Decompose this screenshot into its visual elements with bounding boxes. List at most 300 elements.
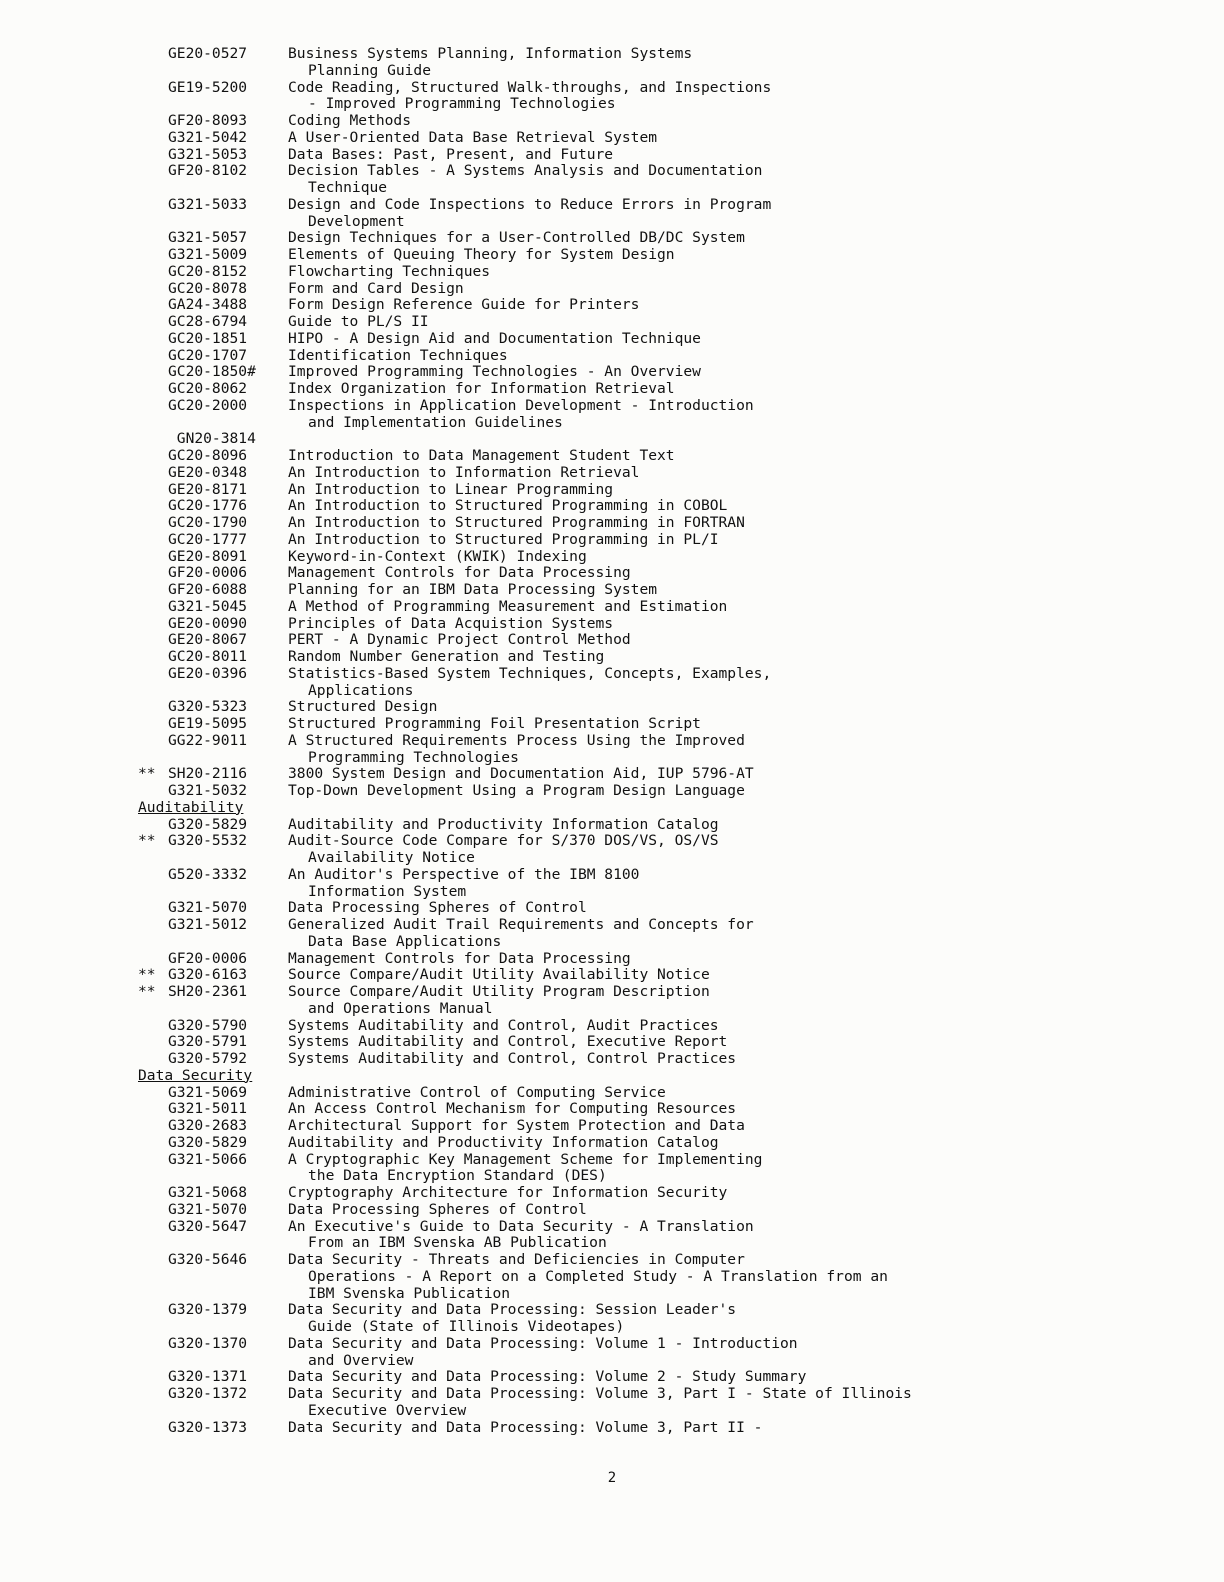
new-item-marker <box>138 230 168 247</box>
publication-entry <box>138 582 1198 599</box>
new-item-marker: ** <box>138 765 156 783</box>
new-item-marker <box>138 1051 168 1068</box>
new-item-marker <box>138 147 168 164</box>
publication-entry <box>138 515 1198 532</box>
new-item-marker <box>138 1168 168 1185</box>
publication-title: An Introduction to Linear Programming <box>288 480 614 498</box>
new-item-marker <box>138 1185 168 1202</box>
new-item-marker <box>138 180 168 197</box>
new-item-marker <box>138 565 168 582</box>
publication-title: Statistics-Based System Techniques, Concepts, Examples, <box>288 664 772 682</box>
new-item-marker <box>138 46 168 63</box>
publication-title: Introduction to Data Management Student Text <box>288 447 675 464</box>
publication-title: Design Techniques for a User-Controlled DB/DC System <box>288 229 745 247</box>
publication-entry-continuation <box>138 1319 1198 1336</box>
form-number: GG22-9011 <box>168 731 248 749</box>
publication-entry <box>138 1185 1198 1202</box>
publication-entry <box>138 565 1198 582</box>
publication-title: Data Security and Data Processing: Volume 2 - Study Summary <box>288 1368 807 1386</box>
publication-entry-continuation <box>138 884 1198 901</box>
publication-entry-continuation <box>138 1269 1198 1286</box>
form-number: GC20-1776 <box>168 497 248 515</box>
publication-title: PERT - A Dynamic Project Control Method <box>288 631 631 649</box>
form-number: GE19-5095 <box>168 715 248 732</box>
publication-title: Planning for an IBM Data Processing System <box>288 581 658 598</box>
publication-entry <box>138 498 1198 515</box>
publication-title: Generalized Audit Trail Requirements and Concepts for <box>288 916 754 933</box>
publication-title: Data Processing Spheres of Control <box>288 899 587 917</box>
publication-entry <box>138 616 1198 633</box>
new-item-marker <box>138 482 168 499</box>
new-item-marker <box>138 214 168 231</box>
publication-entry <box>138 967 1198 984</box>
publication-entry-continuation <box>138 1001 1198 1018</box>
publication-title: Design and Code Inspections to Reduce Errors in Program <box>288 195 772 213</box>
new-item-marker <box>138 113 168 130</box>
publication-title: Form and Card Design <box>288 279 464 297</box>
publication-entry <box>138 431 1198 448</box>
form-number: GC20-8096 <box>168 447 248 464</box>
form-number: G320-1372 <box>168 1385 248 1402</box>
publication-title: Audit-Source Code Compare for S/370 DOS/VS, OS/VS <box>288 832 719 850</box>
form-number: G320-5323 <box>168 698 248 716</box>
publication-entry <box>138 1051 1198 1068</box>
publication-entry <box>138 699 1198 716</box>
form-number: GN20-3814 <box>168 430 256 448</box>
publication-entry <box>138 1386 1198 1403</box>
publication-entry <box>138 833 1198 850</box>
publication-title: A User-Oriented Data Base Retrieval System <box>288 128 658 146</box>
new-item-marker <box>138 1336 168 1353</box>
publication-entry <box>138 46 1198 63</box>
publication-title: Elements of Queuing Theory for System Design <box>288 246 675 263</box>
publication-title: Top-Down Development Using a Program Design Language <box>288 782 745 799</box>
publication-title: Random Number Generation and Testing <box>288 648 605 665</box>
form-number: G321-5012 <box>168 916 248 933</box>
publication-title: Applications <box>308 681 414 699</box>
new-item-marker <box>138 716 168 733</box>
publication-entry <box>138 1101 1198 1118</box>
form-number: G321-5068 <box>168 1184 248 1201</box>
new-item-marker <box>138 783 168 800</box>
new-item-marker <box>138 884 168 901</box>
form-number: G321-5032 <box>168 782 248 799</box>
new-item-marker <box>138 699 168 716</box>
publication-entry <box>138 649 1198 666</box>
publication-title: An Introduction to Structured Programming in PL/I <box>288 530 719 548</box>
new-item-marker <box>138 1034 168 1051</box>
publication-entry-continuation <box>138 1286 1198 1303</box>
new-item-marker <box>138 80 168 97</box>
publication-entry <box>138 197 1198 214</box>
publication-title: Data Security and Data Processing: Session Leader's <box>288 1301 737 1319</box>
publication-title: An Auditor's Perspective of the IBM 8100 <box>288 865 640 883</box>
publication-title: A Structured Requirements Process Using the Improved <box>288 731 745 749</box>
publication-entry <box>138 331 1198 348</box>
publication-title: Code Reading, Structured Walk-throughs, and Inspections <box>288 78 772 96</box>
form-number: GC20-1707 <box>168 346 248 364</box>
publication-title: Programming Technologies <box>308 748 519 766</box>
publication-title: HIPO - A Design Aid and Documentation Technique <box>288 329 701 347</box>
publication-entry-continuation <box>138 850 1198 867</box>
publication-entry <box>138 666 1198 683</box>
new-item-marker <box>138 264 168 281</box>
publication-title: Improved Programming Technologies - An Overview <box>288 363 701 381</box>
publication-title: A Cryptographic Key Management Scheme for Implementing <box>288 1150 763 1168</box>
new-item-marker <box>138 1235 168 1252</box>
publication-entry <box>138 1118 1198 1135</box>
publication-title: Management Controls for Data Processing <box>288 949 631 967</box>
form-number: GC20-1777 <box>168 530 248 548</box>
new-item-marker <box>138 951 168 968</box>
publication-title: Business Systems Planning, Information Systems <box>288 45 693 62</box>
new-item-marker <box>138 666 168 683</box>
form-number: G321-5045 <box>168 597 248 615</box>
new-item-marker <box>138 1319 168 1336</box>
publication-title: Planning Guide <box>308 61 432 79</box>
new-item-marker <box>138 1420 168 1437</box>
new-item-marker <box>138 1252 168 1269</box>
form-number: G320-2683 <box>168 1117 248 1134</box>
new-item-marker <box>138 331 168 348</box>
new-item-marker <box>138 649 168 666</box>
publication-entry <box>138 632 1198 649</box>
publication-entry-continuation <box>138 63 1198 80</box>
new-item-marker <box>138 364 168 381</box>
publication-title: Form Design Reference Guide for Printers <box>288 296 640 314</box>
section-heading: Auditability <box>138 798 244 816</box>
new-item-marker <box>138 415 168 432</box>
publication-title: From an IBM Svenska AB Publication <box>308 1234 607 1252</box>
publication-title: Systems Auditability and Control, Control Practices <box>288 1050 737 1067</box>
form-number: G520-3332 <box>168 865 248 883</box>
publication-title: Data Security - Threats and Deficiencies in Computer <box>288 1251 745 1268</box>
form-number <box>168 63 288 80</box>
form-number: GC20-8011 <box>168 648 248 665</box>
publication-entry <box>138 130 1198 147</box>
form-number <box>168 180 288 197</box>
publication-title: and Implementation Guidelines <box>308 413 563 431</box>
form-number: GE20-8067 <box>168 631 248 649</box>
form-number: G321-5057 <box>168 229 248 247</box>
new-item-marker <box>138 632 168 649</box>
new-item-marker <box>138 1118 168 1135</box>
form-number: G321-5042 <box>168 128 248 146</box>
form-number <box>168 96 288 113</box>
publication-entry-continuation <box>138 934 1198 951</box>
publication-title: Administrative Control of Computing Service <box>288 1083 666 1101</box>
publication-title: Guide to PL/S II <box>288 313 429 330</box>
publication-entry <box>138 1034 1198 1051</box>
form-number: SH20-2116 <box>168 765 248 783</box>
new-item-marker <box>138 297 168 314</box>
form-number <box>168 1286 288 1303</box>
new-item-marker <box>138 163 168 180</box>
form-number: G320-5829 <box>168 1133 248 1151</box>
publication-title: Data Security and Data Processing: Volume 3, Part II - <box>288 1418 763 1436</box>
new-item-marker <box>138 1202 168 1219</box>
publication-entry <box>138 364 1198 381</box>
new-item-marker <box>138 683 168 700</box>
publication-title: and Overview <box>308 1351 414 1369</box>
new-item-marker <box>138 247 168 264</box>
new-item-marker <box>138 934 168 951</box>
publication-entry <box>138 113 1198 130</box>
new-item-marker <box>138 549 168 566</box>
new-item-marker <box>138 1001 168 1018</box>
publication-title: An Access Control Mechanism for Computing Resources <box>288 1100 737 1118</box>
publication-title: IBM Svenska Publication <box>308 1284 511 1302</box>
publication-entry <box>138 951 1198 968</box>
publication-title: Auditability and Productivity Information Catalog <box>288 815 719 833</box>
new-item-marker: ** <box>138 983 156 1000</box>
form-number: GE19-5200 <box>168 78 248 96</box>
form-number <box>168 850 288 867</box>
publication-title: Data Processing Spheres of Control <box>288 1200 587 1218</box>
publication-title: Index Organization for Information Retrieval <box>288 380 675 397</box>
form-number: G321-5011 <box>168 1100 248 1118</box>
new-item-marker <box>138 616 168 633</box>
new-item-marker <box>138 1403 168 1420</box>
publication-entry <box>138 817 1198 834</box>
form-number <box>168 1353 288 1370</box>
publication-entry <box>138 448 1198 465</box>
form-number: G320-1371 <box>168 1368 248 1386</box>
publication-entry-continuation <box>138 1168 1198 1185</box>
publication-title: Technique <box>308 179 388 196</box>
form-number <box>168 214 288 231</box>
form-number <box>168 415 288 432</box>
publication-entry <box>138 1369 1198 1386</box>
new-item-marker <box>138 63 168 80</box>
new-item-marker <box>138 1152 168 1169</box>
publication-entry <box>138 1152 1198 1169</box>
form-number: GC20-1851 <box>168 329 248 347</box>
new-item-marker <box>138 1101 168 1118</box>
new-item-marker <box>138 817 168 834</box>
publication-entry <box>138 984 1198 1001</box>
new-item-marker <box>138 1386 168 1403</box>
form-number: GC20-8078 <box>168 279 248 297</box>
form-number: GF20-8102 <box>168 162 248 180</box>
form-number: GC20-1850# <box>168 363 256 381</box>
publication-entry <box>138 1018 1198 1035</box>
publication-entry <box>138 147 1198 164</box>
publication-title: - Improved Programming Technologies <box>308 95 616 113</box>
publication-entry <box>138 297 1198 314</box>
publication-title: Management Controls for Data Processing <box>288 564 631 582</box>
form-number <box>168 683 288 700</box>
form-number: G321-5009 <box>168 246 248 263</box>
publication-title: Principles of Data Acquistion Systems <box>288 614 614 632</box>
form-number: G320-5829 <box>168 815 248 833</box>
publication-entry <box>138 549 1198 566</box>
publication-title: Source Compare/Audit Utility Availability Notice <box>288 966 710 984</box>
publication-title: Flowcharting Techniques <box>288 262 491 280</box>
new-item-marker <box>138 1135 168 1152</box>
form-number: GF20-0006 <box>168 949 248 967</box>
new-item-marker <box>138 197 168 214</box>
publication-title: Structured Design <box>288 698 438 716</box>
publication-entry <box>138 766 1198 783</box>
new-item-marker <box>138 465 168 482</box>
publication-entry <box>138 900 1198 917</box>
form-number: G320-5532 <box>168 832 248 850</box>
publication-title: Coding Methods <box>288 112 412 129</box>
new-item-marker <box>138 96 168 113</box>
publication-title: the Data Encryption Standard (DES) <box>308 1167 607 1185</box>
publication-title: Cryptography Architecture for Information Security <box>288 1184 728 1201</box>
new-item-marker <box>138 1302 168 1319</box>
new-item-marker <box>138 498 168 515</box>
publication-title: Data Security and Data Processing: Volume 3, Part I - State of Illinois <box>288 1385 912 1402</box>
publication-entry <box>138 867 1198 884</box>
publication-title: Guide (State of Illinois Videotapes) <box>308 1318 625 1335</box>
publication-title: Data Security and Data Processing: Volume 1 - Introduction <box>288 1334 798 1352</box>
form-number: G321-5053 <box>168 145 248 163</box>
new-item-marker: ** <box>138 966 156 984</box>
new-item-marker <box>138 850 168 867</box>
form-number: G320-5792 <box>168 1050 248 1067</box>
form-number: GC20-8062 <box>168 380 248 397</box>
form-number: GF20-6088 <box>168 581 248 598</box>
publication-entry-continuation <box>138 96 1198 113</box>
publication-title: Executive Overview <box>308 1401 467 1419</box>
section-heading: Data Security <box>138 1066 253 1084</box>
form-number: GF20-0006 <box>168 564 248 582</box>
publication-entry <box>138 1202 1198 1219</box>
publication-list <box>138 46 1198 1436</box>
publication-title: An Introduction to Information Retrieval <box>288 463 640 481</box>
form-number: GF20-8093 <box>168 112 248 129</box>
publication-entry-continuation <box>138 683 1198 700</box>
new-item-marker <box>138 515 168 532</box>
publication-title: Keyword-in-Context (KWIK) Indexing <box>288 547 587 565</box>
publication-title: 3800 System Design and Documentation Aid, IUP 5796-AT <box>288 765 754 783</box>
form-number: GC28-6794 <box>168 313 248 330</box>
publication-entry <box>138 532 1198 549</box>
new-item-marker <box>138 1353 168 1370</box>
publication-entry <box>138 314 1198 331</box>
new-item-marker <box>138 1286 168 1303</box>
publication-entry <box>138 716 1198 733</box>
form-number: GC20-2000 <box>168 396 248 414</box>
form-number: GC20-8152 <box>168 262 248 280</box>
publication-entry-continuation <box>138 750 1198 767</box>
form-number: GE20-8171 <box>168 480 248 498</box>
form-number <box>168 1235 288 1252</box>
publication-title: An Introduction to Structured Programming in FORTRAN <box>288 514 745 531</box>
publication-entry <box>138 80 1198 97</box>
form-number: GC20-1790 <box>168 514 248 531</box>
new-item-marker <box>138 900 168 917</box>
form-number: G321-5069 <box>168 1083 248 1101</box>
new-item-marker <box>138 1018 168 1035</box>
form-number: SH20-2361 <box>168 983 248 1000</box>
publication-title: An Introduction to Structured Programming in COBOL <box>288 497 728 515</box>
publication-entry <box>138 348 1198 365</box>
publication-entry <box>138 1252 1198 1269</box>
publication-entry <box>138 917 1198 934</box>
publication-entry-continuation <box>138 180 1198 197</box>
form-number: G320-1379 <box>168 1301 248 1319</box>
form-number: G321-5070 <box>168 899 248 917</box>
publication-entry <box>138 163 1198 180</box>
new-item-marker <box>138 1369 168 1386</box>
form-number: G320-6163 <box>168 966 248 984</box>
publication-title: Auditability and Productivity Information Catalog <box>288 1133 719 1151</box>
publication-title: Architectural Support for System Protection and Data <box>288 1117 745 1134</box>
new-item-marker <box>138 314 168 331</box>
publication-title: An Executive's Guide to Data Security - A Translation <box>288 1217 754 1235</box>
new-item-marker <box>138 1219 168 1236</box>
publication-entry <box>138 230 1198 247</box>
form-number <box>168 934 288 951</box>
form-number <box>168 1403 288 1420</box>
publication-entry <box>138 465 1198 482</box>
publication-title: Identification Techniques <box>288 346 508 364</box>
publication-entry <box>138 381 1198 398</box>
form-number: G320-1373 <box>168 1418 248 1436</box>
form-number <box>168 884 288 901</box>
publication-entry <box>138 1135 1198 1152</box>
publication-title: and Operations Manual <box>308 999 493 1017</box>
form-number: G321-5066 <box>168 1150 248 1168</box>
publication-entry <box>138 482 1198 499</box>
publication-entry <box>138 398 1198 415</box>
new-item-marker <box>138 381 168 398</box>
form-number <box>168 1319 288 1336</box>
publication-title: Data Bases: Past, Present, and Future <box>288 145 614 163</box>
publication-entry <box>138 1336 1198 1353</box>
new-item-marker <box>138 582 168 599</box>
form-number: GE20-0527 <box>168 45 248 62</box>
new-item-marker <box>138 431 168 448</box>
publication-entry <box>138 783 1198 800</box>
new-item-marker <box>138 733 168 750</box>
publication-title: Inspections in Application Development - Introduction <box>288 396 754 414</box>
publication-entry <box>138 1302 1198 1319</box>
new-item-marker: ** <box>138 832 156 850</box>
publication-entry-continuation <box>138 1353 1198 1370</box>
new-item-marker <box>138 867 168 884</box>
publication-entry <box>138 1085 1198 1102</box>
publication-entry <box>138 1420 1198 1437</box>
new-item-marker <box>138 398 168 415</box>
new-item-marker <box>138 448 168 465</box>
publication-title: Systems Auditability and Control, Audit Practices <box>288 1016 719 1034</box>
form-number: G320-5647 <box>168 1217 248 1235</box>
publication-entry-continuation <box>138 214 1198 231</box>
new-item-marker <box>138 1269 168 1286</box>
publication-title: Decision Tables - A Systems Analysis and Documentation <box>288 162 763 180</box>
form-number <box>168 750 288 767</box>
new-item-marker <box>138 281 168 298</box>
new-item-marker <box>138 532 168 549</box>
publication-entry <box>138 247 1198 264</box>
form-number <box>168 1168 288 1185</box>
publication-title: Systems Auditability and Control, Executive Report <box>288 1033 728 1051</box>
publication-title <box>288 431 1198 448</box>
form-number: GE20-8091 <box>168 547 248 565</box>
publication-title: Operations - A Report on a Completed Study - A Translation from an <box>308 1267 888 1285</box>
publication-entry-continuation <box>138 1235 1198 1252</box>
new-item-marker <box>138 599 168 616</box>
publication-entry <box>138 281 1198 298</box>
form-number: G320-5791 <box>168 1033 248 1051</box>
form-number: G321-5033 <box>168 195 248 213</box>
publication-title: A Method of Programming Measurement and Estimation <box>288 597 728 615</box>
